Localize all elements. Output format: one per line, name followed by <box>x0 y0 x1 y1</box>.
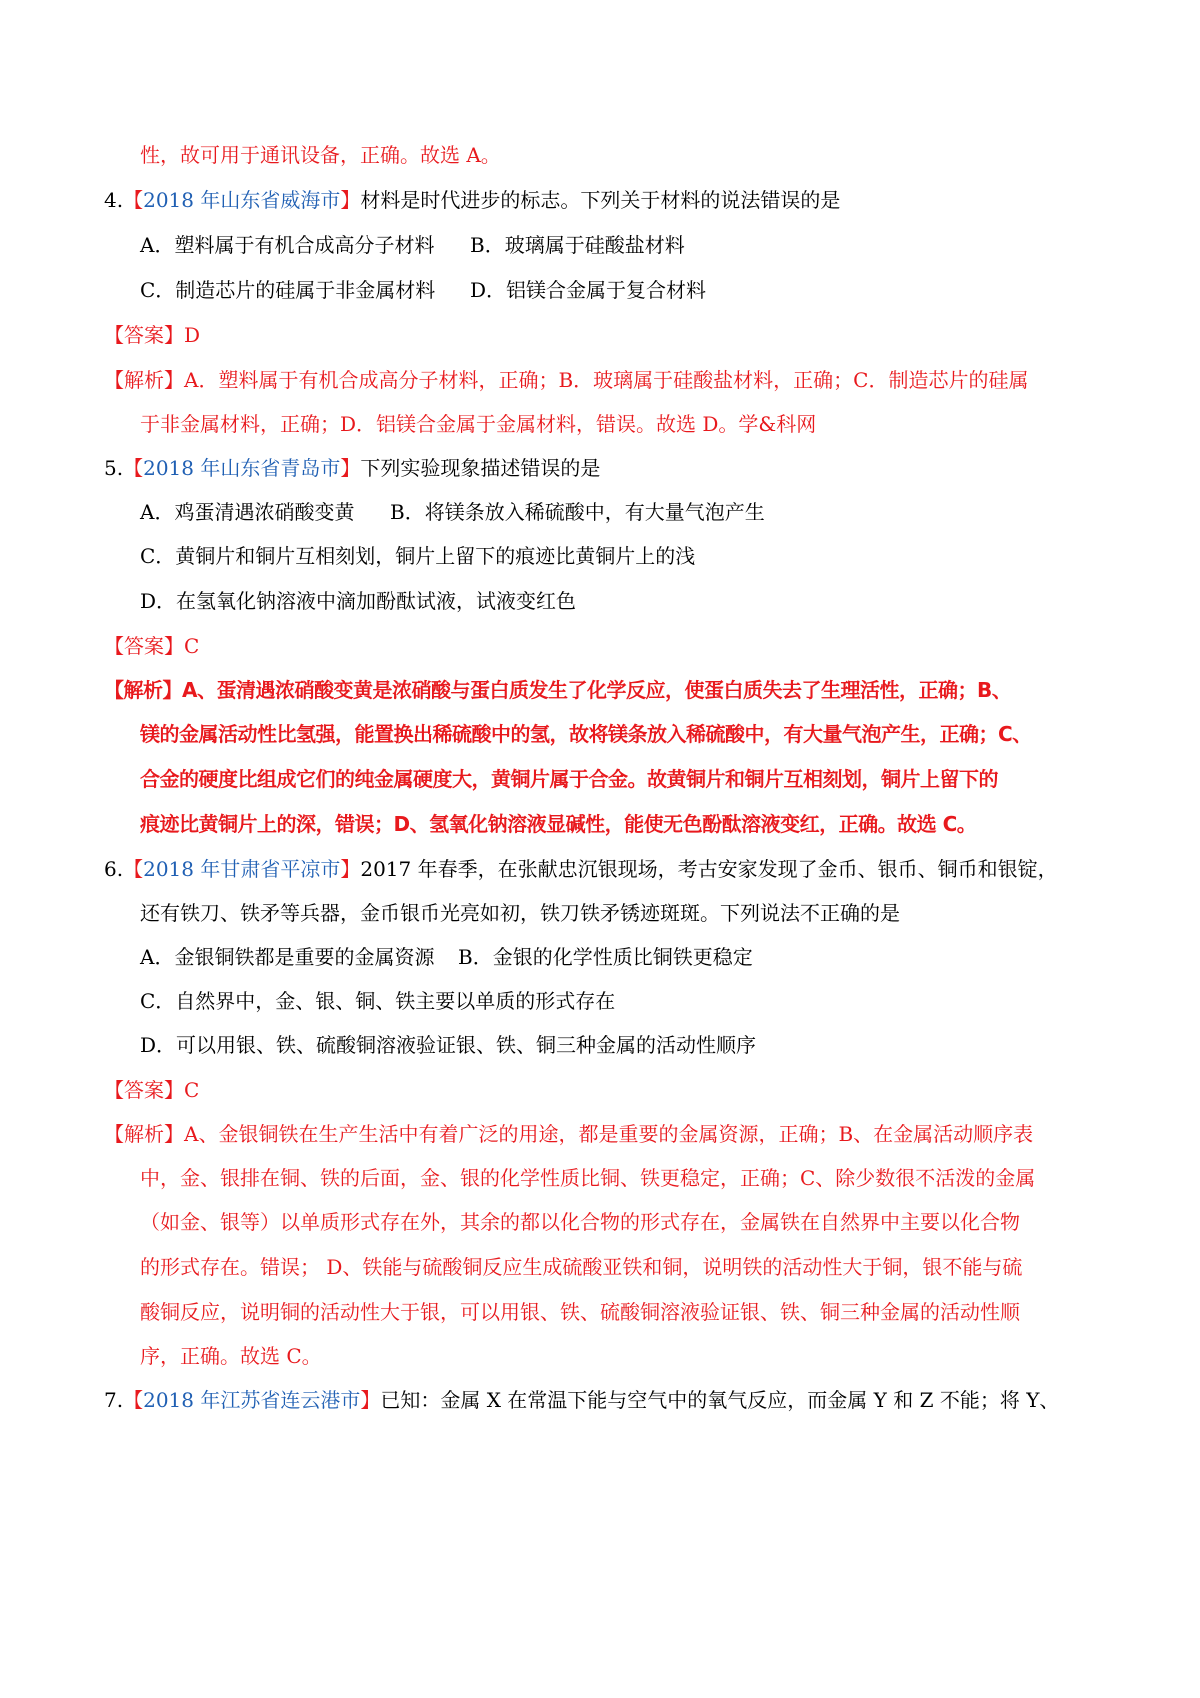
source-bracket-close: 】 <box>340 188 361 212</box>
analysis-text: A．塑料属于有机合成高分子材料，正确；B．玻璃属于硅酸盐材料，正确；C．制造芯片的硅属 <box>184 368 1029 392</box>
intro-line: 性，故可用于通讯设备，正确。故选 A。 <box>140 143 501 167</box>
question-4-option-d: D．铝镁合金属于复合材料 <box>470 278 707 302</box>
question-4-option-b: B．玻璃属于硅酸盐材料 <box>470 233 685 257</box>
answer-label: 【答案】 <box>104 323 184 347</box>
question-4-analysis-line-1 <box>104 366 1028 394</box>
question-source: 2018 年山东省威海市 <box>143 188 341 212</box>
source-bracket-open: 【 <box>123 857 144 881</box>
question-source: 2018 年江苏省连云港市 <box>143 1388 361 1412</box>
question-5-answer <box>104 632 199 660</box>
question-6-option-a: A．金银铜铁都是重要的金属资源 <box>140 945 435 969</box>
question-4-option-c: C．制造芯片的硅属于非金属材料 <box>140 278 436 302</box>
source-bracket-close: 】 <box>360 1388 381 1412</box>
question-text: 下列实验现象描述错误的是 <box>360 456 601 480</box>
question-5-stem <box>104 454 600 482</box>
source-bracket-open: 【 <box>123 456 144 480</box>
analysis-label: 【解析】 <box>104 368 184 392</box>
question-4-stem <box>104 186 840 214</box>
question-source: 2018 年甘肃省平凉市 <box>143 857 341 881</box>
answer-value: D <box>184 323 201 347</box>
question-4-option-a: A．塑料属于有机合成高分子材料 <box>140 233 435 257</box>
answer-label: 【答案】 <box>104 1078 184 1102</box>
question-5-analysis-line-1 <box>104 676 1011 704</box>
question-number: 4. <box>104 188 124 212</box>
question-6-stem <box>104 855 1058 883</box>
question-text: 2017 年春季，在张献忠沉银现场，考古安家发现了金币、银币、铜币和银锭， <box>360 857 1058 881</box>
question-6-analysis-line-4: 的形式存在。错误； D、铁能与硫酸铜反应生成硫酸亚铁和铜，说明铁的活动性大于铜，银不能与硫 <box>140 1255 1023 1279</box>
question-6-analysis-line-5: 酸铜反应，说明铜的活动性大于银，可以用银、铁、硫酸铜溶液验证银、铁、铜三种金属的活动性顺 <box>140 1300 1020 1324</box>
question-6-stem-line-2: 还有铁刀、铁矛等兵器，金币银币光亮如初，铁刀铁矛锈迹斑斑。下列说法不正确的是 <box>140 901 900 925</box>
question-4-answer <box>104 321 200 349</box>
analysis-text: A、蛋清遇浓硝酸变黄是浓硝酸与蛋白质发生了化学反应，使蛋白质失去了生理活性，正确；B、 <box>182 678 1012 702</box>
question-6-analysis-line-6: 序，正确。故选 C。 <box>140 1344 322 1368</box>
question-number: 5. <box>104 456 124 480</box>
question-6-option-b: B．金银的化学性质比铜铁更稳定 <box>458 945 753 969</box>
source-bracket-open: 【 <box>123 188 144 212</box>
question-number: 7. <box>104 1388 124 1412</box>
source-bracket-close: 】 <box>340 857 361 881</box>
question-source: 2018 年山东省青岛市 <box>143 456 341 480</box>
question-5-analysis-line-4: 痕迹比黄铜片上的深，错误；D、氢氧化钠溶液显碱性，能使无色酚酞溶液变红，正确。故选 C。 <box>140 812 977 836</box>
question-5-analysis-line-3: 合金的硬度比组成它们的纯金属硬度大，黄铜片属于合金。故黄铜片和铜片互相刻划，铜片上留下的 <box>140 767 998 791</box>
question-6-option-c: C．自然界中，金、银、铜、铁主要以单质的形式存在 <box>140 989 616 1013</box>
question-text: 材料是时代进步的标志。下列关于材料的说法错误的是 <box>360 188 841 212</box>
source-bracket-open: 【 <box>123 1388 144 1412</box>
question-5-option-d: D．在氢氧化钠溶液中滴加酚酞试液，试液变红色 <box>140 589 577 613</box>
analysis-label: 【解析】 <box>104 1122 184 1146</box>
question-text: 已知：金属 X 在常温下能与空气中的氧气反应，而金属 Y 和 Z 不能；将 Y、 <box>380 1388 1060 1412</box>
question-6-answer <box>104 1076 199 1104</box>
answer-label: 【答案】 <box>104 634 184 658</box>
question-5-option-c: C．黄铜片和铜片互相刻划，铜片上留下的痕迹比黄铜片上的浅 <box>140 544 696 568</box>
analysis-label: 【解析】 <box>104 678 182 702</box>
question-5-analysis-line-2: 镁的金属活动性比氢强，能置换出稀硫酸中的氢，故将镁条放入稀硫酸中，有大量气泡产生，正确；C、 <box>140 722 1032 746</box>
answer-value: C <box>184 634 200 658</box>
answer-value: C <box>184 1078 200 1102</box>
analysis-text: A、金银铜铁在生产生活中有着广泛的用途，都是重要的金属资源，正确；B、在金属活动顺序表 <box>184 1122 1034 1146</box>
question-6-analysis-line-3: （如金、银等）以单质形式存在外，其余的都以化合物的形式存在，金属铁在自然界中主要以化合物 <box>140 1210 1020 1234</box>
question-6-option-d: D．可以用银、铁、硫酸铜溶液验证银、铁、铜三种金属的活动性顺序 <box>140 1033 757 1057</box>
question-6-analysis-line-2: 中，金、银排在铜、铁的后面，金、银的化学性质比铜、铁更稳定，正确；C、除少数很不活泼的金属 <box>140 1166 1036 1190</box>
question-4-analysis-line-2: 于非金属材料，正确；D．铝镁合金属于金属材料，错误。故选 D。学&科网 <box>140 412 817 436</box>
question-7-stem <box>104 1386 1059 1414</box>
question-number: 6. <box>104 857 124 881</box>
question-5-option-b: B．将镁条放入稀硫酸中，有大量气泡产生 <box>390 500 765 524</box>
source-bracket-close: 】 <box>340 456 361 480</box>
question-6-analysis-line-1 <box>104 1120 1033 1148</box>
question-5-option-a: A．鸡蛋清遇浓硝酸变黄 <box>140 500 355 524</box>
